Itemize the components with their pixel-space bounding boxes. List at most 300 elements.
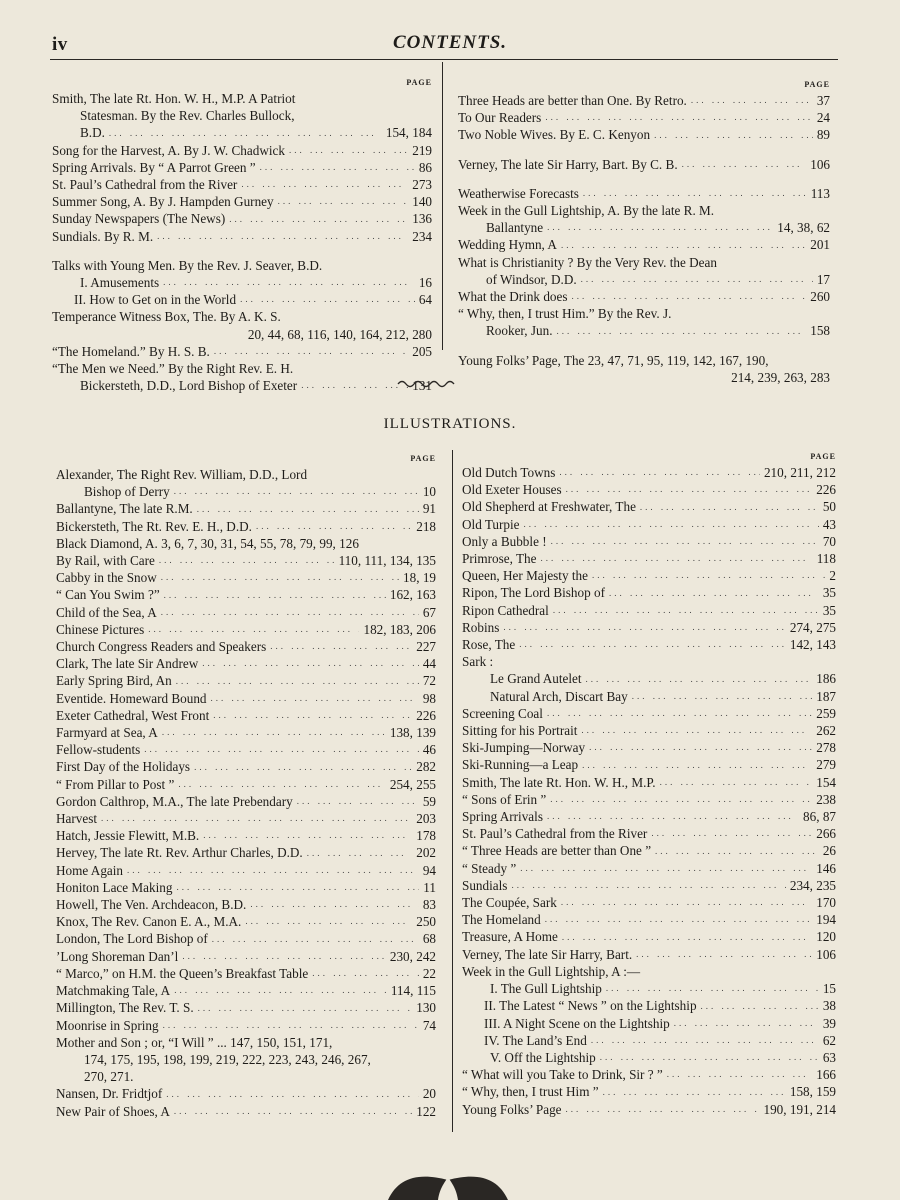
entry-title: Hatch, Jessie Flewitt, M.B. <box>56 828 200 844</box>
entry-page: 10 <box>422 484 436 500</box>
entry-title: “ Can You Swim ?” <box>56 587 160 603</box>
dot-leader <box>651 825 812 842</box>
index-entry <box>462 567 836 584</box>
dot-leader <box>164 587 386 604</box>
dot-leader <box>178 776 386 793</box>
entry-title: Week in the Gull Lightship, A. By the late R. M. <box>458 203 715 219</box>
entry-title: The Homeland <box>462 912 541 928</box>
index-entry <box>462 946 836 963</box>
entry-title: Natural Arch, Discart Bay <box>490 688 628 704</box>
entry-title: “ Marco,” on H.M. the Queen’s Breakfast Table <box>56 965 309 981</box>
entry-title: Home Again <box>56 862 124 878</box>
entry-page: 35 <box>822 585 836 601</box>
index-entry <box>56 690 436 707</box>
entry-page: 226 <box>416 707 436 723</box>
dot-leader <box>161 604 419 621</box>
dot-leader <box>540 550 812 567</box>
index-entry <box>52 360 432 377</box>
dot-leader <box>545 911 812 928</box>
index-entry <box>56 758 436 775</box>
entry-title: Verney, The late Sir Harry, Bart. By C. B. <box>458 156 678 172</box>
entry-page: 266 <box>816 826 836 842</box>
entry-page: 59 <box>422 793 436 809</box>
entry-page: 210, 211, 212 <box>763 465 836 480</box>
dot-leader <box>109 125 382 142</box>
entry-title: Spring Arrivals <box>462 809 543 825</box>
index-entry <box>462 550 836 567</box>
entry-title: Sundials. By R. M. <box>52 228 154 244</box>
dot-leader <box>162 724 386 741</box>
entry-title: Bishop of Derry <box>84 484 170 500</box>
entry-page: 238 <box>816 791 836 807</box>
dot-leader <box>581 722 812 739</box>
entry-title: Le Grand Autelet <box>490 671 582 687</box>
dot-leader <box>144 741 419 758</box>
entry-title: Harvest <box>56 811 98 827</box>
dot-leader <box>524 516 819 533</box>
index-entry <box>458 126 830 143</box>
index-entry <box>56 604 436 621</box>
entry-page: 250 <box>416 914 436 930</box>
index-entry <box>462 739 836 756</box>
entry-title: B.D. <box>80 125 105 141</box>
entry-title: of Windsor, D.D. <box>486 271 577 287</box>
entry-title: Bickersteth, The Rt. Rev. E. H., D.D. <box>56 518 252 534</box>
entry-title: Two Noble Wives. By E. C. Kenyon <box>458 127 651 143</box>
entry-title: Gordon Calthrop, M.A., The late Prebendary <box>56 793 293 809</box>
illustrations-divider <box>452 450 453 1132</box>
index-entry <box>56 896 436 913</box>
entry-title: Only a Bubble ! <box>462 533 547 549</box>
entry-title: ’Long Shoreman Dan’l <box>56 948 179 964</box>
dot-leader <box>632 688 813 705</box>
entry-title: Early Spring Bird, An <box>56 673 172 689</box>
contents-divider <box>442 62 443 350</box>
index-entry <box>56 672 436 689</box>
entry-title: Mother and Son ; or, “I Will ” ... 147, 150, 151, 171, <box>56 1034 333 1050</box>
dot-leader <box>240 291 415 308</box>
dot-leader <box>667 1066 812 1083</box>
index-entry <box>462 1015 836 1032</box>
entry-page: 98 <box>422 690 436 706</box>
index-entry <box>56 793 436 810</box>
entry-page: 201 <box>810 237 830 253</box>
index-entry <box>56 586 436 603</box>
entry-page: 18, 19 <box>403 570 436 586</box>
index-entry <box>462 791 836 808</box>
index-entry <box>458 288 830 305</box>
entry-title: Howell, The Ven. Archdeacon, B.D. <box>56 897 247 913</box>
entry-title: The Coupée, Sark <box>462 895 557 911</box>
entry-title: “ Steady ” <box>462 860 517 876</box>
index-entry <box>458 92 830 109</box>
index-entry <box>462 584 836 601</box>
entry-title: Exeter Cathedral, West Front <box>56 707 210 723</box>
entry-title: By Rail, with Care <box>56 553 155 569</box>
entry-page: 273 <box>412 177 432 193</box>
entry-page: 22 <box>422 965 436 981</box>
entry-title: Ripon Cathedral <box>462 602 549 618</box>
index-entry <box>458 271 830 288</box>
entry-page: 74 <box>422 1017 436 1033</box>
dot-leader <box>561 894 812 911</box>
entry-title: Sark : <box>462 654 494 670</box>
dot-leader <box>592 567 825 584</box>
entry-title: Sitting for his Portrait <box>462 723 578 739</box>
entry-page: 39 <box>822 1015 836 1031</box>
index-entry <box>458 185 830 202</box>
index-entry <box>52 90 432 107</box>
entry-page: 43 <box>822 516 836 532</box>
entry-title: Old Dutch Towns <box>462 465 556 480</box>
entry-page: 162, 163 <box>389 587 436 603</box>
dot-leader <box>582 757 812 774</box>
index-entry <box>56 1103 436 1120</box>
dot-leader <box>603 1084 786 1101</box>
entry-title: Sunday Newspapers (The News) <box>52 211 226 227</box>
index-entry <box>56 810 436 827</box>
entry-title: To Our Readers <box>458 110 542 126</box>
index-entry <box>462 722 836 739</box>
entry-page: 35 <box>822 602 836 618</box>
entry-page: 38 <box>822 998 836 1014</box>
entry-page: 67 <box>422 604 436 620</box>
entry-title: “The Homeland.” By H. S. B. <box>52 343 210 359</box>
index-entry <box>52 274 432 291</box>
entry-page: 70 <box>822 533 836 549</box>
entry-title: Child of the Sea, A <box>56 604 157 620</box>
entry-title: Robins <box>462 619 500 635</box>
entry-page: 254, 255 <box>389 776 436 792</box>
entry-page: 146 <box>816 860 836 876</box>
entry-page: 226 <box>816 482 836 498</box>
index-entry <box>462 705 836 722</box>
entry-title: St. Paul’s Cathedral from the River <box>52 177 238 193</box>
entry-page: 83 <box>422 897 436 913</box>
dot-leader <box>550 791 812 808</box>
dot-leader <box>174 982 387 999</box>
index-entry <box>56 466 436 483</box>
entry-page: 136 <box>412 211 432 227</box>
entry-page: 62 <box>822 1032 836 1048</box>
dot-leader <box>176 879 419 896</box>
entry-title: Weatherwise Forecasts <box>458 185 579 201</box>
entry-title: V. Off the Lightship <box>490 1049 596 1065</box>
dot-leader <box>229 211 408 228</box>
dot-leader <box>161 569 399 586</box>
entry-title: Wedding Hymn, A <box>458 237 557 253</box>
entry-title: Clark, The late Sir Andrew <box>56 656 199 672</box>
entry-continuation: Statesman. By the Rev. Charles Bullock, <box>80 108 295 124</box>
dot-leader <box>159 552 335 569</box>
index-entry <box>56 741 436 758</box>
page-column-label: PAGE <box>804 80 830 89</box>
dot-leader <box>127 862 419 879</box>
index-entry <box>56 930 436 947</box>
entry-title: Farmyard at Sea, A <box>56 725 158 741</box>
entry-title: “The Men we Need.” By the Right Rev. E. H. <box>52 361 294 377</box>
entry-title: Summer Song, A. By J. Hampden Gurney <box>52 194 274 210</box>
dot-leader <box>301 377 408 394</box>
entry-page: 26 <box>822 843 836 859</box>
index-entry <box>458 156 830 173</box>
index-entry <box>56 569 436 586</box>
dot-leader <box>562 929 812 946</box>
index-entry <box>52 377 432 394</box>
entry-title: Ballantyne <box>486 220 544 236</box>
dot-leader <box>581 271 813 288</box>
illustrations-left-column <box>56 454 436 1120</box>
index-entry <box>56 948 436 965</box>
entry-title: Moonrise in Spring <box>56 1017 159 1033</box>
entry-page: 259 <box>816 705 836 721</box>
entry-title: Temperance Witness Box, The. By A. K. S. <box>52 309 281 325</box>
index-entry <box>56 776 436 793</box>
dot-leader <box>176 673 419 690</box>
header-rule <box>50 59 838 60</box>
entry-page: 17 <box>816 271 830 287</box>
entry-page-continuation: 214, 239, 263, 283 <box>731 369 830 385</box>
dot-leader <box>148 621 359 638</box>
index-entry <box>462 774 836 791</box>
entry-page: 274, 275 <box>789 619 836 635</box>
entry-page: 24 <box>816 110 830 126</box>
dot-leader <box>270 638 412 655</box>
entry-title: Matchmaking Tale, A <box>56 983 171 999</box>
dot-leader <box>519 636 786 653</box>
dot-leader <box>256 518 412 535</box>
index-entry <box>52 193 432 210</box>
entry-page: 203 <box>416 811 436 827</box>
entry-page: 44 <box>422 656 436 672</box>
entry-page: 16 <box>418 275 432 291</box>
entry-page: 120 <box>816 929 836 945</box>
dot-leader <box>214 343 408 360</box>
dot-leader <box>260 159 415 176</box>
dot-leader <box>547 219 773 236</box>
entry-title: Week in the Gull Lightship, A :— <box>462 963 641 979</box>
dot-leader <box>682 156 807 173</box>
index-entry <box>56 1017 436 1034</box>
entry-title: Primrose, The <box>462 551 537 567</box>
entry-title: Hervey, The late Rt. Rev. Arthur Charles, D.D. <box>56 845 303 861</box>
entry-title: Old Exeter Houses <box>462 482 562 498</box>
dot-leader <box>174 483 419 500</box>
index-entry <box>56 552 436 569</box>
contents-left-column <box>52 78 432 394</box>
dot-leader <box>312 965 419 982</box>
entry-page: 154 <box>816 774 836 790</box>
entry-page: 154, 184 <box>385 125 432 141</box>
dot-leader <box>547 705 812 722</box>
page-column-label: PAGE <box>406 78 432 87</box>
dot-leader <box>547 808 799 825</box>
page-column-label: PAGE <box>410 454 436 463</box>
dot-leader <box>198 1000 413 1017</box>
dot-leader <box>174 1103 412 1120</box>
entry-page: 158, 159 <box>789 1084 836 1100</box>
entry-page: 227 <box>416 639 436 655</box>
entry-title: New Pair of Shoes, A <box>56 1103 170 1119</box>
dot-leader <box>566 481 813 498</box>
entry-page: 64 <box>418 292 432 308</box>
dot-leader <box>197 501 419 518</box>
dot-leader <box>213 707 412 724</box>
entry-page: 106 <box>816 946 836 962</box>
entry-title: First Day of the Holidays <box>56 759 191 775</box>
dot-leader <box>655 843 819 860</box>
index-entry <box>462 602 836 619</box>
index-entry <box>56 1085 436 1102</box>
entry-page: 170 <box>816 895 836 911</box>
index-entry <box>52 124 432 141</box>
dot-leader <box>640 499 819 516</box>
dot-leader <box>182 948 386 965</box>
index-entry <box>56 707 436 724</box>
entry-title: Young Folks’ Page, The 23, 47, 71, 95, 119, 142, 167, 190, <box>458 352 769 368</box>
index-entry <box>462 860 836 877</box>
index-entry <box>56 879 436 896</box>
index-entry <box>56 500 436 517</box>
index-entry <box>458 236 830 253</box>
index-entry <box>458 219 830 236</box>
entry-title: Young Folks’ Page <box>462 1101 562 1117</box>
entry-page: 178 <box>416 828 436 844</box>
entry-page: 91 <box>422 501 436 517</box>
dot-leader <box>660 774 813 791</box>
dot-leader <box>566 1101 760 1118</box>
index-entry <box>462 997 836 1014</box>
entry-title: Old Turpie <box>462 516 520 532</box>
entry-page: 202 <box>416 845 436 861</box>
section-gap <box>52 245 432 257</box>
entry-page: 113 <box>810 185 830 201</box>
entry-title: “ Why, then, I trust Him ” <box>462 1084 599 1100</box>
entry-page: 142, 143 <box>789 637 836 653</box>
index-entry <box>458 254 830 271</box>
entry-title: Song for the Harvest, A. By J. W. Chadwick <box>52 142 285 158</box>
entry-page: 94 <box>422 862 436 878</box>
dot-leader <box>163 1017 419 1034</box>
dot-leader <box>202 655 419 672</box>
index-entry <box>56 1034 436 1051</box>
dot-leader <box>245 913 412 930</box>
entry-title: Cabby in the Snow <box>56 570 157 586</box>
index-entry <box>462 653 836 670</box>
entry-title: Queen, Her Majesty the <box>462 568 588 584</box>
dot-leader <box>289 142 408 159</box>
entry-page: 20 <box>422 1086 436 1102</box>
dot-leader <box>211 690 419 707</box>
index-entry <box>462 911 836 928</box>
illustrations-title: ILLUSTRATIONS. <box>383 416 517 432</box>
index-entry <box>462 1032 836 1049</box>
entry-title: Millington, The Rev. T. S. <box>56 1000 194 1016</box>
entry-page: 218 <box>416 518 436 534</box>
entry-continuation: 270, 271. <box>84 1069 134 1085</box>
index-entry <box>52 142 432 159</box>
entry-page: 279 <box>816 757 836 773</box>
entry-page: 68 <box>422 931 436 947</box>
entry-page: 186 <box>816 671 836 687</box>
entry-page: 118 <box>816 551 836 567</box>
dot-leader <box>503 619 785 636</box>
entry-title: “ From Pillar to Post ” <box>56 776 175 792</box>
entry-page: 50 <box>822 499 836 515</box>
index-entry <box>462 1101 836 1118</box>
index-entry <box>462 498 836 515</box>
index-entry <box>462 808 836 825</box>
index-entry <box>458 322 830 339</box>
entry-title: I. The Gull Lightship <box>490 981 602 997</box>
index-entry <box>56 655 436 672</box>
illustrations-right-column <box>462 452 836 1118</box>
entry-title: What is Christianity ? By the Very Rev. the Dean <box>458 254 717 270</box>
index-entry <box>462 825 836 842</box>
index-entry <box>56 913 436 930</box>
index-entry <box>52 228 432 245</box>
entry-title: Ski-Running—a Leap <box>462 757 579 773</box>
dot-leader <box>674 1015 819 1032</box>
dot-leader <box>636 946 812 963</box>
entry-title: Fellow-students <box>56 742 141 758</box>
dot-leader <box>545 109 813 126</box>
entry-page: 106 <box>810 156 830 172</box>
dot-leader <box>557 323 807 340</box>
entry-page: 182, 183, 206 <box>363 621 436 637</box>
index-entry <box>458 305 830 322</box>
entry-title: I. Amusements <box>80 275 160 291</box>
entry-page: 37 <box>816 93 830 108</box>
entry-page: 230, 242 <box>389 948 436 964</box>
entry-page: 194 <box>816 912 836 928</box>
dot-leader <box>511 877 785 894</box>
entry-title: III. A Night Scene on the Lightship <box>484 1015 670 1031</box>
index-entry <box>52 159 432 176</box>
index-entry <box>462 1066 836 1083</box>
index-entry <box>52 210 432 227</box>
dot-leader <box>654 127 813 144</box>
entry-page: 11 <box>423 879 436 895</box>
entry-title: “ Sons of Erin ” <box>462 791 547 807</box>
entry-page: 46 <box>422 742 436 758</box>
entry-title: IV. The Land’s End <box>484 1032 587 1048</box>
index-entry <box>56 518 436 535</box>
dot-leader <box>561 237 806 254</box>
entry-page: 89 <box>816 127 830 143</box>
entry-title: Sundials <box>462 877 508 893</box>
index-entry <box>56 862 436 879</box>
section-gap <box>458 173 830 185</box>
dot-leader <box>297 793 419 810</box>
page-column-label: PAGE <box>810 452 836 461</box>
entry-title: II. The Latest “ News ” on the Lightship <box>484 998 697 1014</box>
entry-page: 14, 38, 62 <box>777 220 830 236</box>
entry-page: 262 <box>816 723 836 739</box>
dot-leader <box>583 185 807 202</box>
entry-title: Nansen, Dr. Fridtjof <box>56 1086 163 1102</box>
entry-title: Smith, The late Rt. Hon. W. H., M.P. A Patriot <box>52 91 296 106</box>
index-entry <box>56 982 436 999</box>
dot-leader <box>241 176 408 193</box>
entry-page: 282 <box>416 759 436 775</box>
dot-leader <box>553 602 819 619</box>
index-entry <box>462 636 836 653</box>
entry-title: Smith, The late Rt. Hon. W. H., M.P. <box>462 774 656 790</box>
entry-title: Ballantyne, The late R.M. <box>56 501 193 517</box>
dot-leader <box>600 1049 819 1066</box>
dot-leader <box>212 931 419 948</box>
